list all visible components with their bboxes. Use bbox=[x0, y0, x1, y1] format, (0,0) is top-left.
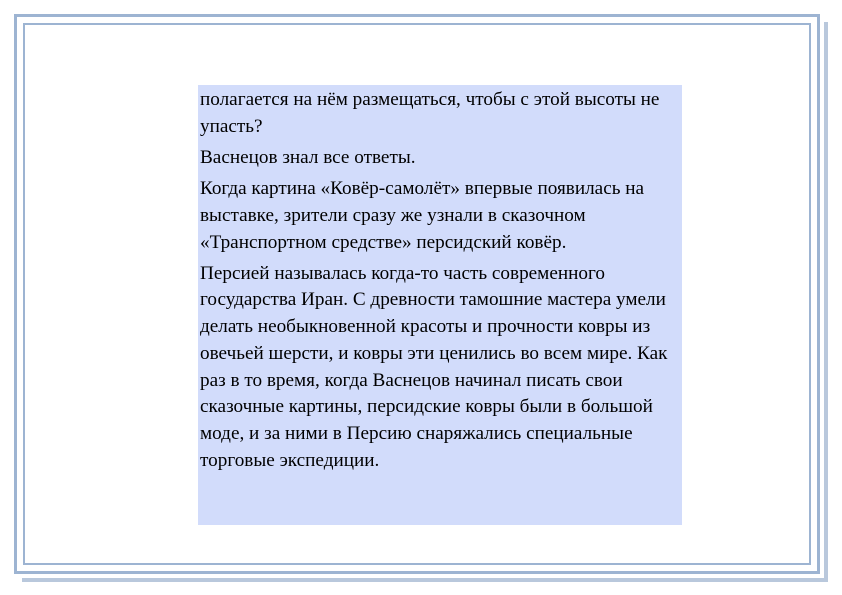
text-block bbox=[198, 85, 682, 525]
paragraph: Когда картина «Ковёр-самолёт» впервые появилась на выставке, зрители сразу же узнали в сказочном «Транспортном средстве» персидский ковёр. bbox=[200, 178, 645, 253]
paragraph: Васнецов знал все ответы. bbox=[200, 146, 416, 168]
paragraph: полагается на нём размещаться, чтобы с этой высоты не упасть? bbox=[200, 89, 660, 137]
paragraph: Персией называлась когда-то часть современного государства Иран. С древности тамошние мастера умели делать необыкновенной красоты и прочности ковры из овечьей шерсти, и ковры эти ценились во всем мире. Как раз в то время, когда Васнецов начинал писать свои сказочные картины, персидские ковры были в большой моде, и за ними в Персию снаряжались специальные торговые экспедиции. bbox=[200, 262, 668, 471]
